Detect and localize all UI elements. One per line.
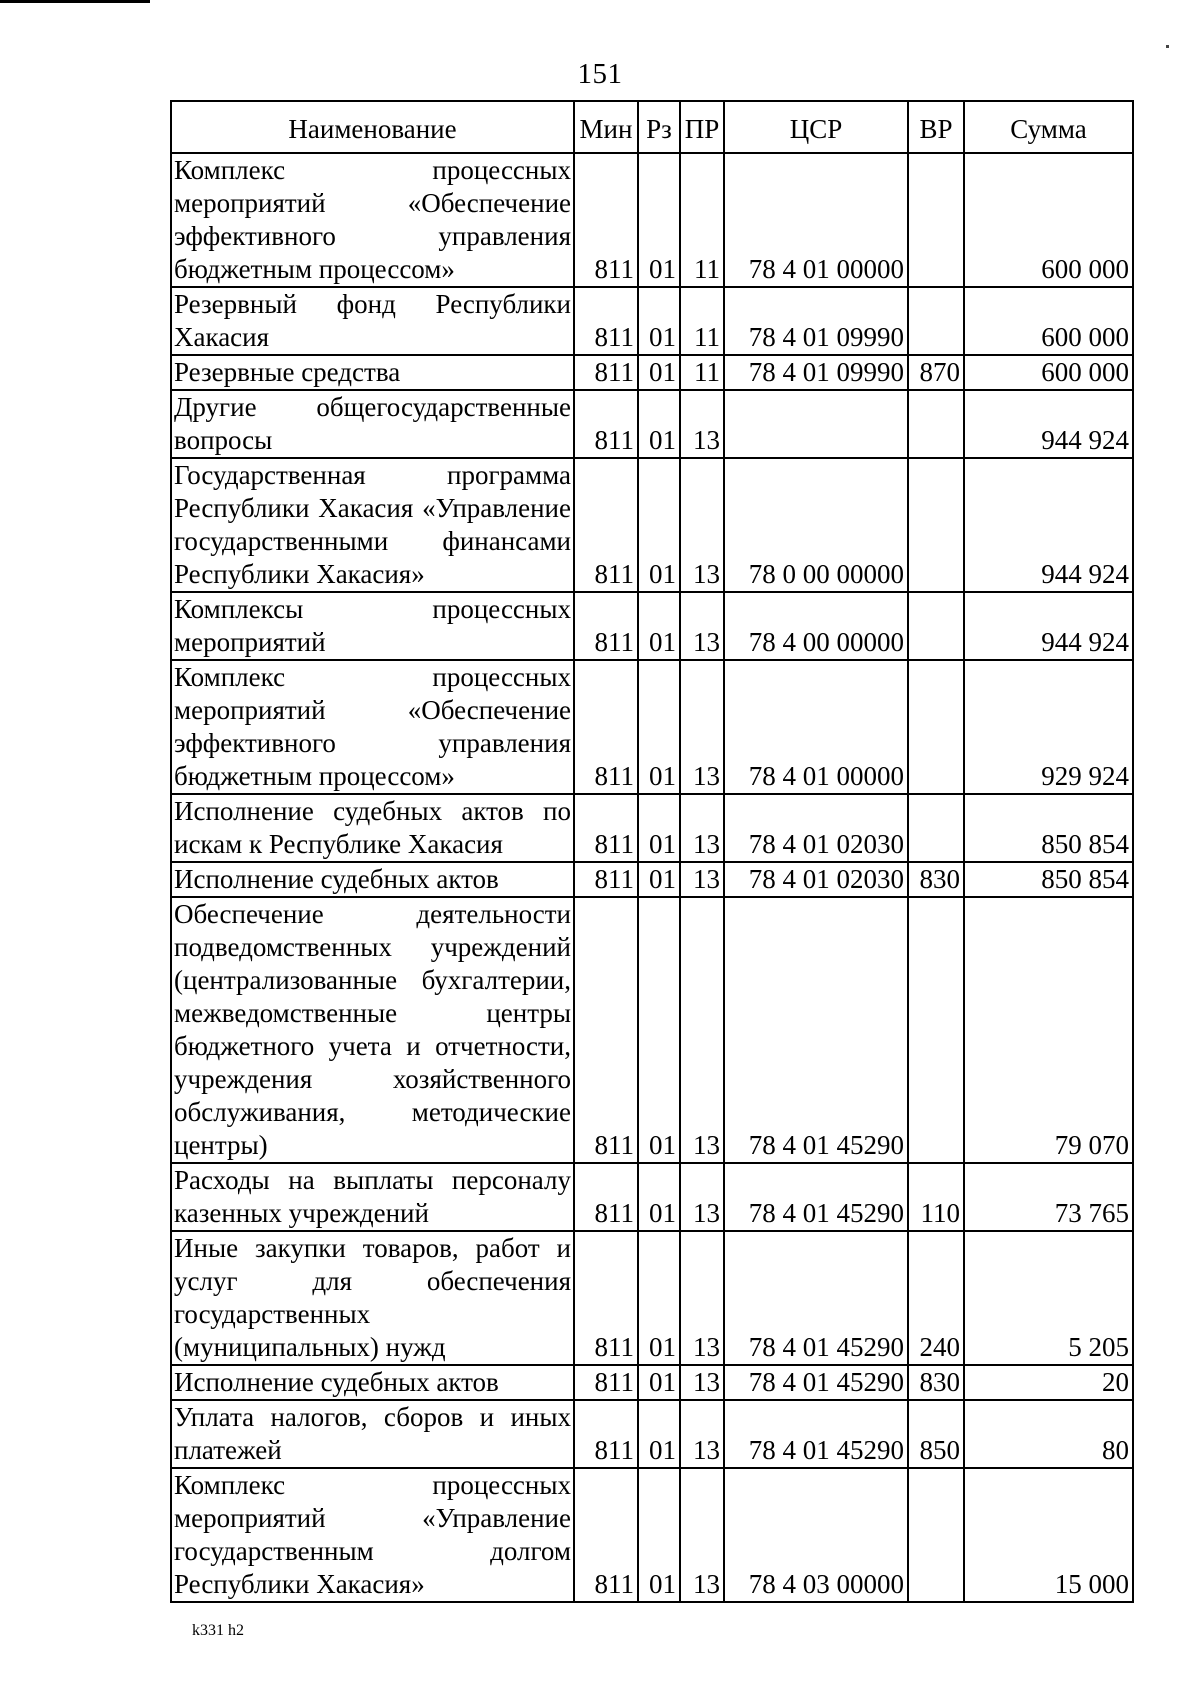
cell-csr: 78 4 01 09990 [724,355,908,390]
cell-rz: 01 [638,390,680,458]
cell-min: 811 [574,592,638,660]
cell-vr [908,458,964,592]
cell-min: 811 [574,1365,638,1400]
cell-min: 811 [574,1163,638,1231]
cell-min: 811 [574,794,638,862]
cell-vr: 830 [908,1365,964,1400]
table-row [171,1400,1133,1468]
budget-table [170,100,1134,1603]
cell-pr: 13 [680,660,724,794]
cell-vr [908,287,964,355]
cell-min: 811 [574,153,638,287]
cell-vr [908,660,964,794]
cell-sum: 600 000 [964,287,1133,355]
cell-name: Иные закупки товаров, работ и услуг для обеспечения государственных (муниципальных) нужд [171,1231,574,1365]
cell-rz: 01 [638,1365,680,1400]
cell-name: Уплата налогов, сборов и иных платежей [171,1400,574,1468]
cell-rz: 01 [638,153,680,287]
table-row [171,390,1133,458]
cell-sum: 15 000 [964,1468,1133,1602]
cell-csr: 78 4 01 45290 [724,1400,908,1468]
cell-rz: 01 [638,1468,680,1602]
cell-pr: 13 [680,862,724,897]
cell-name: Резервные средства [171,355,574,390]
cell-rz: 01 [638,458,680,592]
cell-csr [724,390,908,458]
cell-rz: 01 [638,660,680,794]
cell-pr: 11 [680,355,724,390]
cell-min: 811 [574,897,638,1163]
cell-vr [908,1468,964,1602]
table-row [171,458,1133,592]
header-min: Мин [574,101,638,153]
cell-sum: 600 000 [964,355,1133,390]
scan-speck [1166,45,1169,48]
cell-sum: 929 924 [964,660,1133,794]
cell-vr: 240 [908,1231,964,1365]
cell-pr: 13 [680,1163,724,1231]
cell-pr: 13 [680,1400,724,1468]
cell-pr: 13 [680,390,724,458]
cell-pr: 13 [680,1365,724,1400]
cell-sum: 80 [964,1400,1133,1468]
cell-name: Обеспечение деятельности подведомственных учреждений (централизованные бухгалтерии, межведомственные центры бюджетного учета и отчетности, учреждения хозяйственного обслуживания, методические центры) [171,897,574,1163]
header-name: Наименование [171,101,574,153]
cell-rz: 01 [638,592,680,660]
cell-csr: 78 4 01 00000 [724,153,908,287]
table-row [171,287,1133,355]
table-row [171,1231,1133,1365]
cell-vr [908,390,964,458]
cell-csr: 78 4 01 45290 [724,1231,908,1365]
cell-name: Комплекс процессных мероприятий «Обеспечение эффективного управления бюджетным процессом» [171,153,574,287]
cell-min: 811 [574,1400,638,1468]
cell-name: Государственная программа Республики Хакасия «Управление государственными финансами Республики Хакасия» [171,458,574,592]
table-row [171,862,1133,897]
table-row [171,1365,1133,1400]
cell-vr [908,897,964,1163]
cell-sum: 850 854 [964,794,1133,862]
table-header [171,101,1133,153]
cell-csr: 78 4 03 00000 [724,1468,908,1602]
table-row [171,660,1133,794]
cell-rz: 01 [638,862,680,897]
cell-name: Резервный фонд Республики Хакасия [171,287,574,355]
cell-vr: 870 [908,355,964,390]
cell-pr: 13 [680,458,724,592]
cell-min: 811 [574,458,638,592]
cell-pr: 13 [680,592,724,660]
cell-sum: 73 765 [964,1163,1133,1231]
cell-csr: 78 4 01 09990 [724,287,908,355]
cell-pr: 13 [680,1468,724,1602]
cell-name: Исполнение судебных актов [171,1365,574,1400]
cell-csr: 78 4 01 45290 [724,1163,908,1231]
cell-rz: 01 [638,897,680,1163]
cell-sum: 79 070 [964,897,1133,1163]
header-row [171,101,1133,153]
cell-min: 811 [574,660,638,794]
cell-vr [908,592,964,660]
cell-min: 811 [574,287,638,355]
cell-rz: 01 [638,355,680,390]
cell-rz: 01 [638,1231,680,1365]
cell-sum: 600 000 [964,153,1133,287]
cell-rz: 01 [638,1400,680,1468]
cell-sum: 850 854 [964,862,1133,897]
cell-rz: 01 [638,794,680,862]
cell-pr: 11 [680,153,724,287]
cell-vr: 830 [908,862,964,897]
table-row [171,592,1133,660]
cell-min: 811 [574,1468,638,1602]
cell-sum: 944 924 [964,390,1133,458]
cell-sum: 20 [964,1365,1133,1400]
cell-min: 811 [574,390,638,458]
table-row [171,355,1133,390]
cell-pr: 13 [680,794,724,862]
cell-csr: 78 0 00 00000 [724,458,908,592]
cell-min: 811 [574,1231,638,1365]
cell-name: Комплекс процессных мероприятий «Обеспечение эффективного управления бюджетным процессом» [171,660,574,794]
cell-csr: 78 4 01 45290 [724,897,908,1163]
cell-csr: 78 4 00 00000 [724,592,908,660]
table-row [171,794,1133,862]
cell-vr: 850 [908,1400,964,1468]
header-vr: ВР [908,101,964,153]
cell-csr: 78 4 01 02030 [724,862,908,897]
cell-sum: 944 924 [964,458,1133,592]
page-number: 151 [577,58,623,90]
cell-name: Исполнение судебных актов [171,862,574,897]
cell-name: Другие общегосударственные вопросы [171,390,574,458]
cell-name: Исполнение судебных актов по искам к Республике Хакасия [171,794,574,862]
table-row [171,1468,1133,1602]
header-pr: ПР [680,101,724,153]
cell-name: Расходы на выплаты персоналу казенных учреждений [171,1163,574,1231]
cell-min: 811 [574,862,638,897]
cell-name: Комплекс процессных мероприятий «Управление государственным долгом Республики Хакасия» [171,1468,574,1602]
cell-vr [908,794,964,862]
cell-pr: 13 [680,897,724,1163]
cell-pr: 11 [680,287,724,355]
cell-rz: 01 [638,287,680,355]
cell-csr: 78 4 01 45290 [724,1365,908,1400]
footer-code: k331 h2 [192,1622,244,1639]
table-row [171,153,1133,287]
table-row [171,1163,1133,1231]
cell-pr: 13 [680,1231,724,1365]
cell-sum: 5 205 [964,1231,1133,1365]
header-csr: ЦСР [724,101,908,153]
table-body [171,153,1133,1602]
cell-rz: 01 [638,1163,680,1231]
cell-vr: 110 [908,1163,964,1231]
cell-vr [908,153,964,287]
cell-sum: 944 924 [964,592,1133,660]
cell-csr: 78 4 01 02030 [724,794,908,862]
scan-edge-mark [0,0,150,3]
cell-min: 811 [574,355,638,390]
table-row [171,897,1133,1163]
cell-name: Комплексы процессных мероприятий [171,592,574,660]
header-rz: Рз [638,101,680,153]
header-sum: Сумма [964,101,1133,153]
cell-csr: 78 4 01 00000 [724,660,908,794]
